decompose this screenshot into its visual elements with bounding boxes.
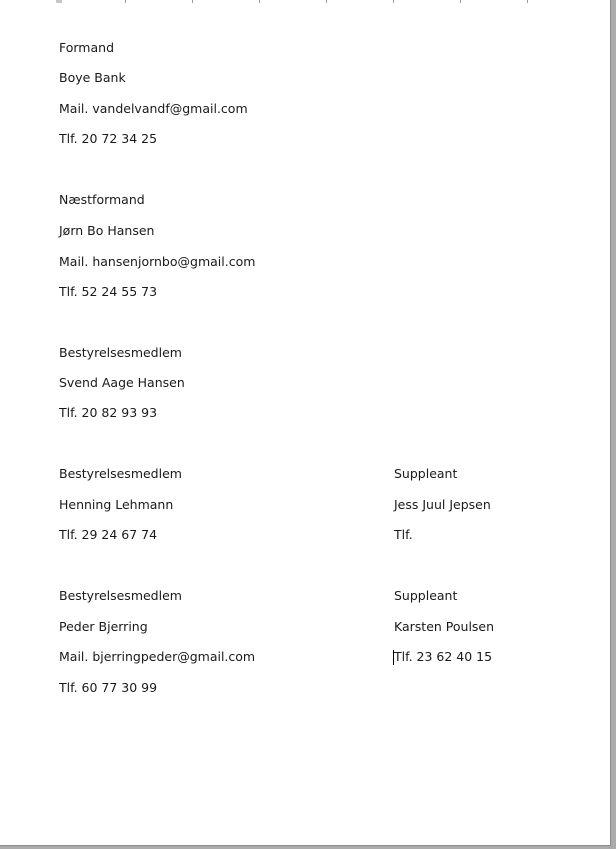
member-phone: Tlf. 29 24 67 74 <box>59 527 158 542</box>
member-phone: Tlf. 20 72 34 25 <box>59 131 158 146</box>
member-name: Peder Bjerring <box>59 619 148 634</box>
member-role: Bestyrelsesmedlem <box>59 466 182 481</box>
ruler-tick <box>259 0 260 3</box>
member-mail: Mail. bjerringpeder@gmail.com <box>59 649 256 664</box>
substitute-phone: Tlf. 23 62 40 15 <box>394 649 493 664</box>
member-name: Svend Aage Hansen <box>59 375 185 390</box>
ruler-marks <box>56 0 536 3</box>
member-name: Boye Bank <box>59 70 126 85</box>
substitute-name: Karsten Poulsen <box>394 619 495 634</box>
ruler-tick <box>125 0 126 3</box>
member-role: Bestyrelsesmedlem <box>59 588 182 603</box>
substitute-role: Suppleant <box>394 466 458 481</box>
member-phone: Tlf. 60 77 30 99 <box>59 680 158 695</box>
member-mail: Mail. hansenjornbo@gmail.com <box>59 254 256 269</box>
substitute-phone: Tlf. <box>394 527 413 542</box>
substitute-role: Suppleant <box>394 588 458 603</box>
ruler-tick <box>56 0 62 3</box>
member-name: Henning Lehmann <box>59 497 174 512</box>
member-name: Jørn Bo Hansen <box>59 223 155 238</box>
ruler-tick <box>393 0 394 3</box>
text-cursor <box>393 650 394 665</box>
member-role: Formand <box>59 40 115 55</box>
ruler-tick <box>460 0 461 3</box>
member-role: Næstformand <box>59 192 145 207</box>
ruler-tick <box>192 0 193 3</box>
member-phone: Tlf. 20 82 93 93 <box>59 405 158 420</box>
ruler-tick <box>326 0 327 3</box>
member-mail: Mail. vandelvandf@gmail.com <box>59 101 248 116</box>
member-phone: Tlf. 52 24 55 73 <box>59 284 158 299</box>
ruler-tick <box>527 0 528 3</box>
substitute-name: Jess Juul Jepsen <box>394 497 491 512</box>
member-role: Bestyrelsesmedlem <box>59 345 182 360</box>
